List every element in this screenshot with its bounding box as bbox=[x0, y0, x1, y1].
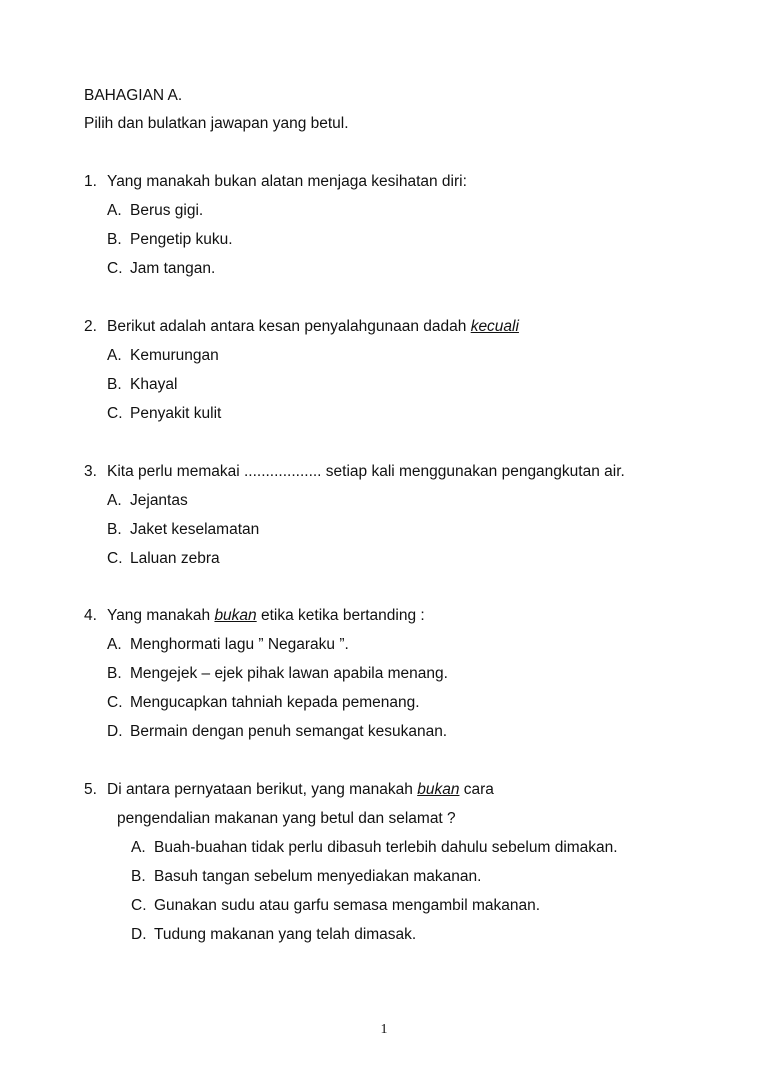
question-text-after: cara bbox=[459, 781, 494, 798]
option-3c bbox=[107, 549, 220, 569]
option-letter: A. bbox=[131, 839, 146, 856]
question-text-after: etika ketika bertanding : bbox=[256, 607, 425, 624]
option-5c bbox=[131, 896, 540, 916]
option-text: Mengucapkan tahniah kepada pemenang. bbox=[130, 694, 420, 711]
option-5a bbox=[131, 838, 618, 858]
option-text: Khayal bbox=[130, 376, 178, 393]
question-5-line-2: pengendalian makanan yang betul dan selamat ? bbox=[117, 810, 456, 827]
question-2 bbox=[84, 317, 519, 337]
option-4c bbox=[107, 693, 420, 713]
option-text: Basuh tangan sebelum menyediakan makanan. bbox=[154, 868, 482, 885]
option-text: Jaket keselamatan bbox=[130, 521, 260, 538]
question-3 bbox=[84, 462, 625, 482]
option-text: Bermain dengan penuh semangat kesukanan. bbox=[130, 723, 448, 740]
question-number: 3. bbox=[84, 463, 97, 480]
option-text: Penyakit kulit bbox=[130, 405, 222, 422]
option-letter: C. bbox=[107, 550, 123, 567]
question-number: 4. bbox=[84, 607, 97, 624]
question-emphasis: bukan bbox=[417, 781, 460, 798]
option-5b bbox=[131, 867, 481, 887]
option-3a bbox=[107, 491, 188, 511]
question-number: 2. bbox=[84, 318, 97, 335]
instruction-text: Pilih dan bulatkan jawapan yang betul. bbox=[84, 115, 349, 132]
option-1c bbox=[107, 259, 215, 279]
option-1b bbox=[107, 230, 233, 250]
option-letter: C. bbox=[107, 405, 123, 422]
option-text: Menghormati lagu ” Negaraku ”. bbox=[130, 636, 349, 653]
option-text: Kemurungan bbox=[130, 347, 219, 364]
question-emphasis: bukan bbox=[214, 607, 257, 624]
question-text: Di antara pernyataan berikut, yang manakah bbox=[107, 781, 418, 798]
question-text: Yang manakah bbox=[107, 607, 215, 624]
option-letter: A. bbox=[107, 492, 122, 509]
option-text: Berus gigi. bbox=[130, 202, 204, 219]
option-letter: D. bbox=[131, 926, 147, 943]
option-5d bbox=[131, 925, 416, 945]
option-text: Mengejek – ejek pihak lawan apabila menang. bbox=[130, 665, 448, 682]
option-letter: B. bbox=[107, 521, 122, 538]
option-letter: C. bbox=[107, 260, 123, 277]
option-text: Tudung makanan yang telah dimasak. bbox=[154, 926, 417, 943]
option-text: Pengetip kuku. bbox=[130, 231, 233, 248]
question-1 bbox=[84, 172, 467, 192]
question-number: 1. bbox=[84, 173, 97, 190]
option-text: Gunakan sudu atau garfu semasa mengambil makanan. bbox=[154, 897, 541, 914]
option-text: Laluan zebra bbox=[130, 550, 220, 567]
option-text: Jejantas bbox=[130, 492, 188, 509]
option-4b bbox=[107, 664, 448, 684]
option-letter: D. bbox=[107, 723, 123, 740]
question-text: Yang manakah bukan alatan menjaga kesihatan diri: bbox=[107, 173, 467, 190]
question-4 bbox=[84, 606, 425, 626]
option-letter: B. bbox=[107, 665, 122, 682]
option-2b bbox=[107, 375, 177, 395]
page-number: 1 bbox=[380, 1022, 388, 1037]
question-5 bbox=[84, 780, 494, 800]
option-3b bbox=[107, 520, 259, 540]
option-letter: A. bbox=[107, 202, 122, 219]
option-letter: C. bbox=[107, 694, 123, 711]
option-letter: B. bbox=[107, 231, 122, 248]
option-4d bbox=[107, 722, 447, 742]
option-2c bbox=[107, 404, 221, 424]
option-letter: B. bbox=[131, 868, 146, 885]
question-text: Berikut adalah antara kesan penyalahgunaan dadah bbox=[107, 318, 471, 335]
option-letter: A. bbox=[107, 636, 122, 653]
section-title: BAHAGIAN A. bbox=[84, 87, 183, 104]
option-2a bbox=[107, 346, 219, 366]
question-number: 5. bbox=[84, 781, 97, 798]
option-4a bbox=[107, 635, 349, 655]
option-letter: A. bbox=[107, 347, 122, 364]
option-text: Jam tangan. bbox=[130, 260, 216, 277]
option-1a bbox=[107, 201, 203, 221]
option-letter: B. bbox=[107, 376, 122, 393]
option-text: Buah-buahan tidak perlu dibasuh terlebih dahulu sebelum dimakan. bbox=[154, 839, 618, 856]
option-letter: C. bbox=[131, 897, 147, 914]
question-text: Kita perlu memakai .................. setiap kali menggunakan pengangkutan air. bbox=[107, 463, 625, 480]
question-emphasis: kecuali bbox=[470, 318, 519, 335]
